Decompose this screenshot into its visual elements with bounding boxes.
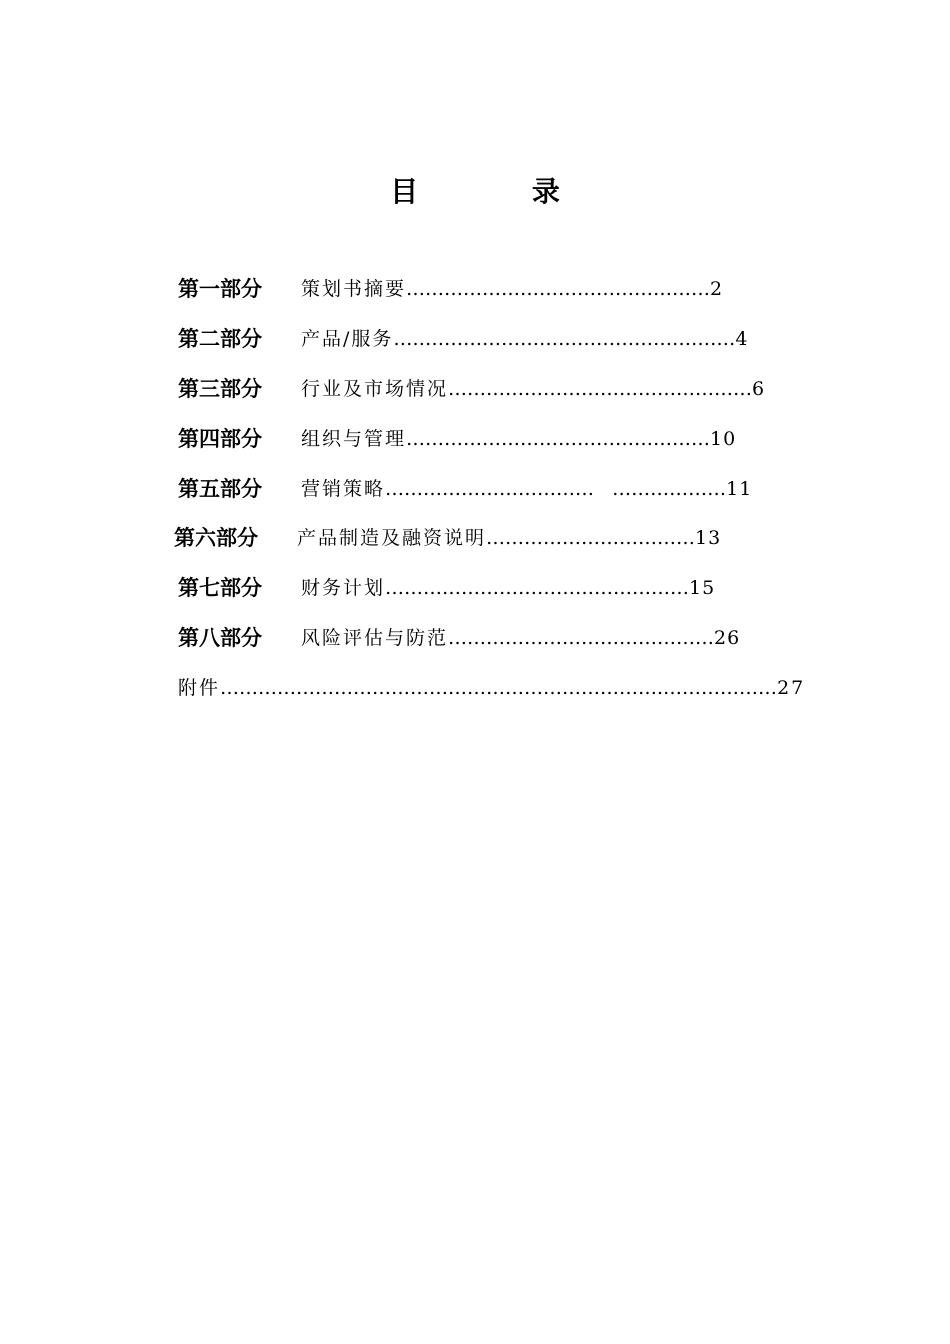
toc-part-label: 第三部分 bbox=[178, 376, 262, 401]
toc-page-number: 2 bbox=[710, 278, 724, 300]
toc-entry bbox=[301, 373, 765, 405]
toc-heading: 产品/服务 bbox=[301, 328, 394, 350]
toc-entry bbox=[301, 273, 723, 305]
toc-leader-dots: …………………………………………………………….……………… bbox=[220, 677, 778, 699]
toc-heading: 财务计划 bbox=[301, 577, 386, 599]
toc-leader-dots: ……………………………………………… bbox=[393, 328, 736, 350]
toc-entry bbox=[301, 423, 736, 455]
toc-part-label: 第一部分 bbox=[178, 276, 262, 301]
toc-page-number: 15 bbox=[689, 577, 716, 599]
toc-heading: 策划书摘要 bbox=[301, 278, 407, 300]
toc-part-label: 第四部分 bbox=[178, 426, 262, 451]
toc-page-number: 27 bbox=[777, 677, 806, 699]
toc-heading: 产品制造及融资说明 bbox=[297, 527, 487, 549]
toc-row-appendix bbox=[178, 672, 805, 704]
page-title: 目 录 bbox=[390, 175, 612, 208]
toc-page-number: 4 bbox=[735, 328, 749, 350]
toc-page-number: 10 bbox=[710, 428, 737, 450]
toc-leader-dots: ………………………………………… bbox=[448, 378, 753, 400]
toc-part-label: 第五部分 bbox=[178, 476, 262, 501]
toc-leader-dots: …………………………… ……………… bbox=[385, 478, 727, 500]
toc-entry bbox=[301, 323, 749, 355]
toc-leader-dots: …………………………………… bbox=[448, 627, 715, 649]
toc-page-number: 13 bbox=[695, 527, 722, 549]
toc-part-label: 第七部分 bbox=[178, 575, 262, 600]
toc-heading: 组织与管理 bbox=[301, 428, 407, 450]
toc-leader-dots: …………………………… bbox=[486, 527, 696, 549]
toc-heading: 附件 bbox=[178, 677, 221, 699]
toc-leader-dots: ………………………………………… bbox=[406, 428, 711, 450]
toc-page-number: 6 bbox=[752, 378, 766, 400]
toc-heading: 行业及市场情况 bbox=[301, 378, 449, 400]
toc-entry bbox=[301, 622, 740, 654]
toc-part-label: 第六部分 bbox=[174, 525, 258, 550]
toc-entry bbox=[297, 522, 721, 554]
toc-entry bbox=[301, 473, 752, 505]
toc-entry bbox=[301, 572, 715, 604]
toc-heading: 风险评估与防范 bbox=[301, 627, 449, 649]
toc-page-number: 26 bbox=[714, 627, 741, 649]
toc-page-number: 11 bbox=[726, 478, 753, 500]
toc-leader-dots: ………………………………………… bbox=[406, 278, 711, 300]
toc-part-label: 第八部分 bbox=[178, 625, 262, 650]
toc-leader-dots: ………………………………………… bbox=[385, 577, 690, 599]
toc-part-label: 第二部分 bbox=[178, 326, 262, 351]
toc-heading: 营销策略 bbox=[301, 478, 386, 500]
